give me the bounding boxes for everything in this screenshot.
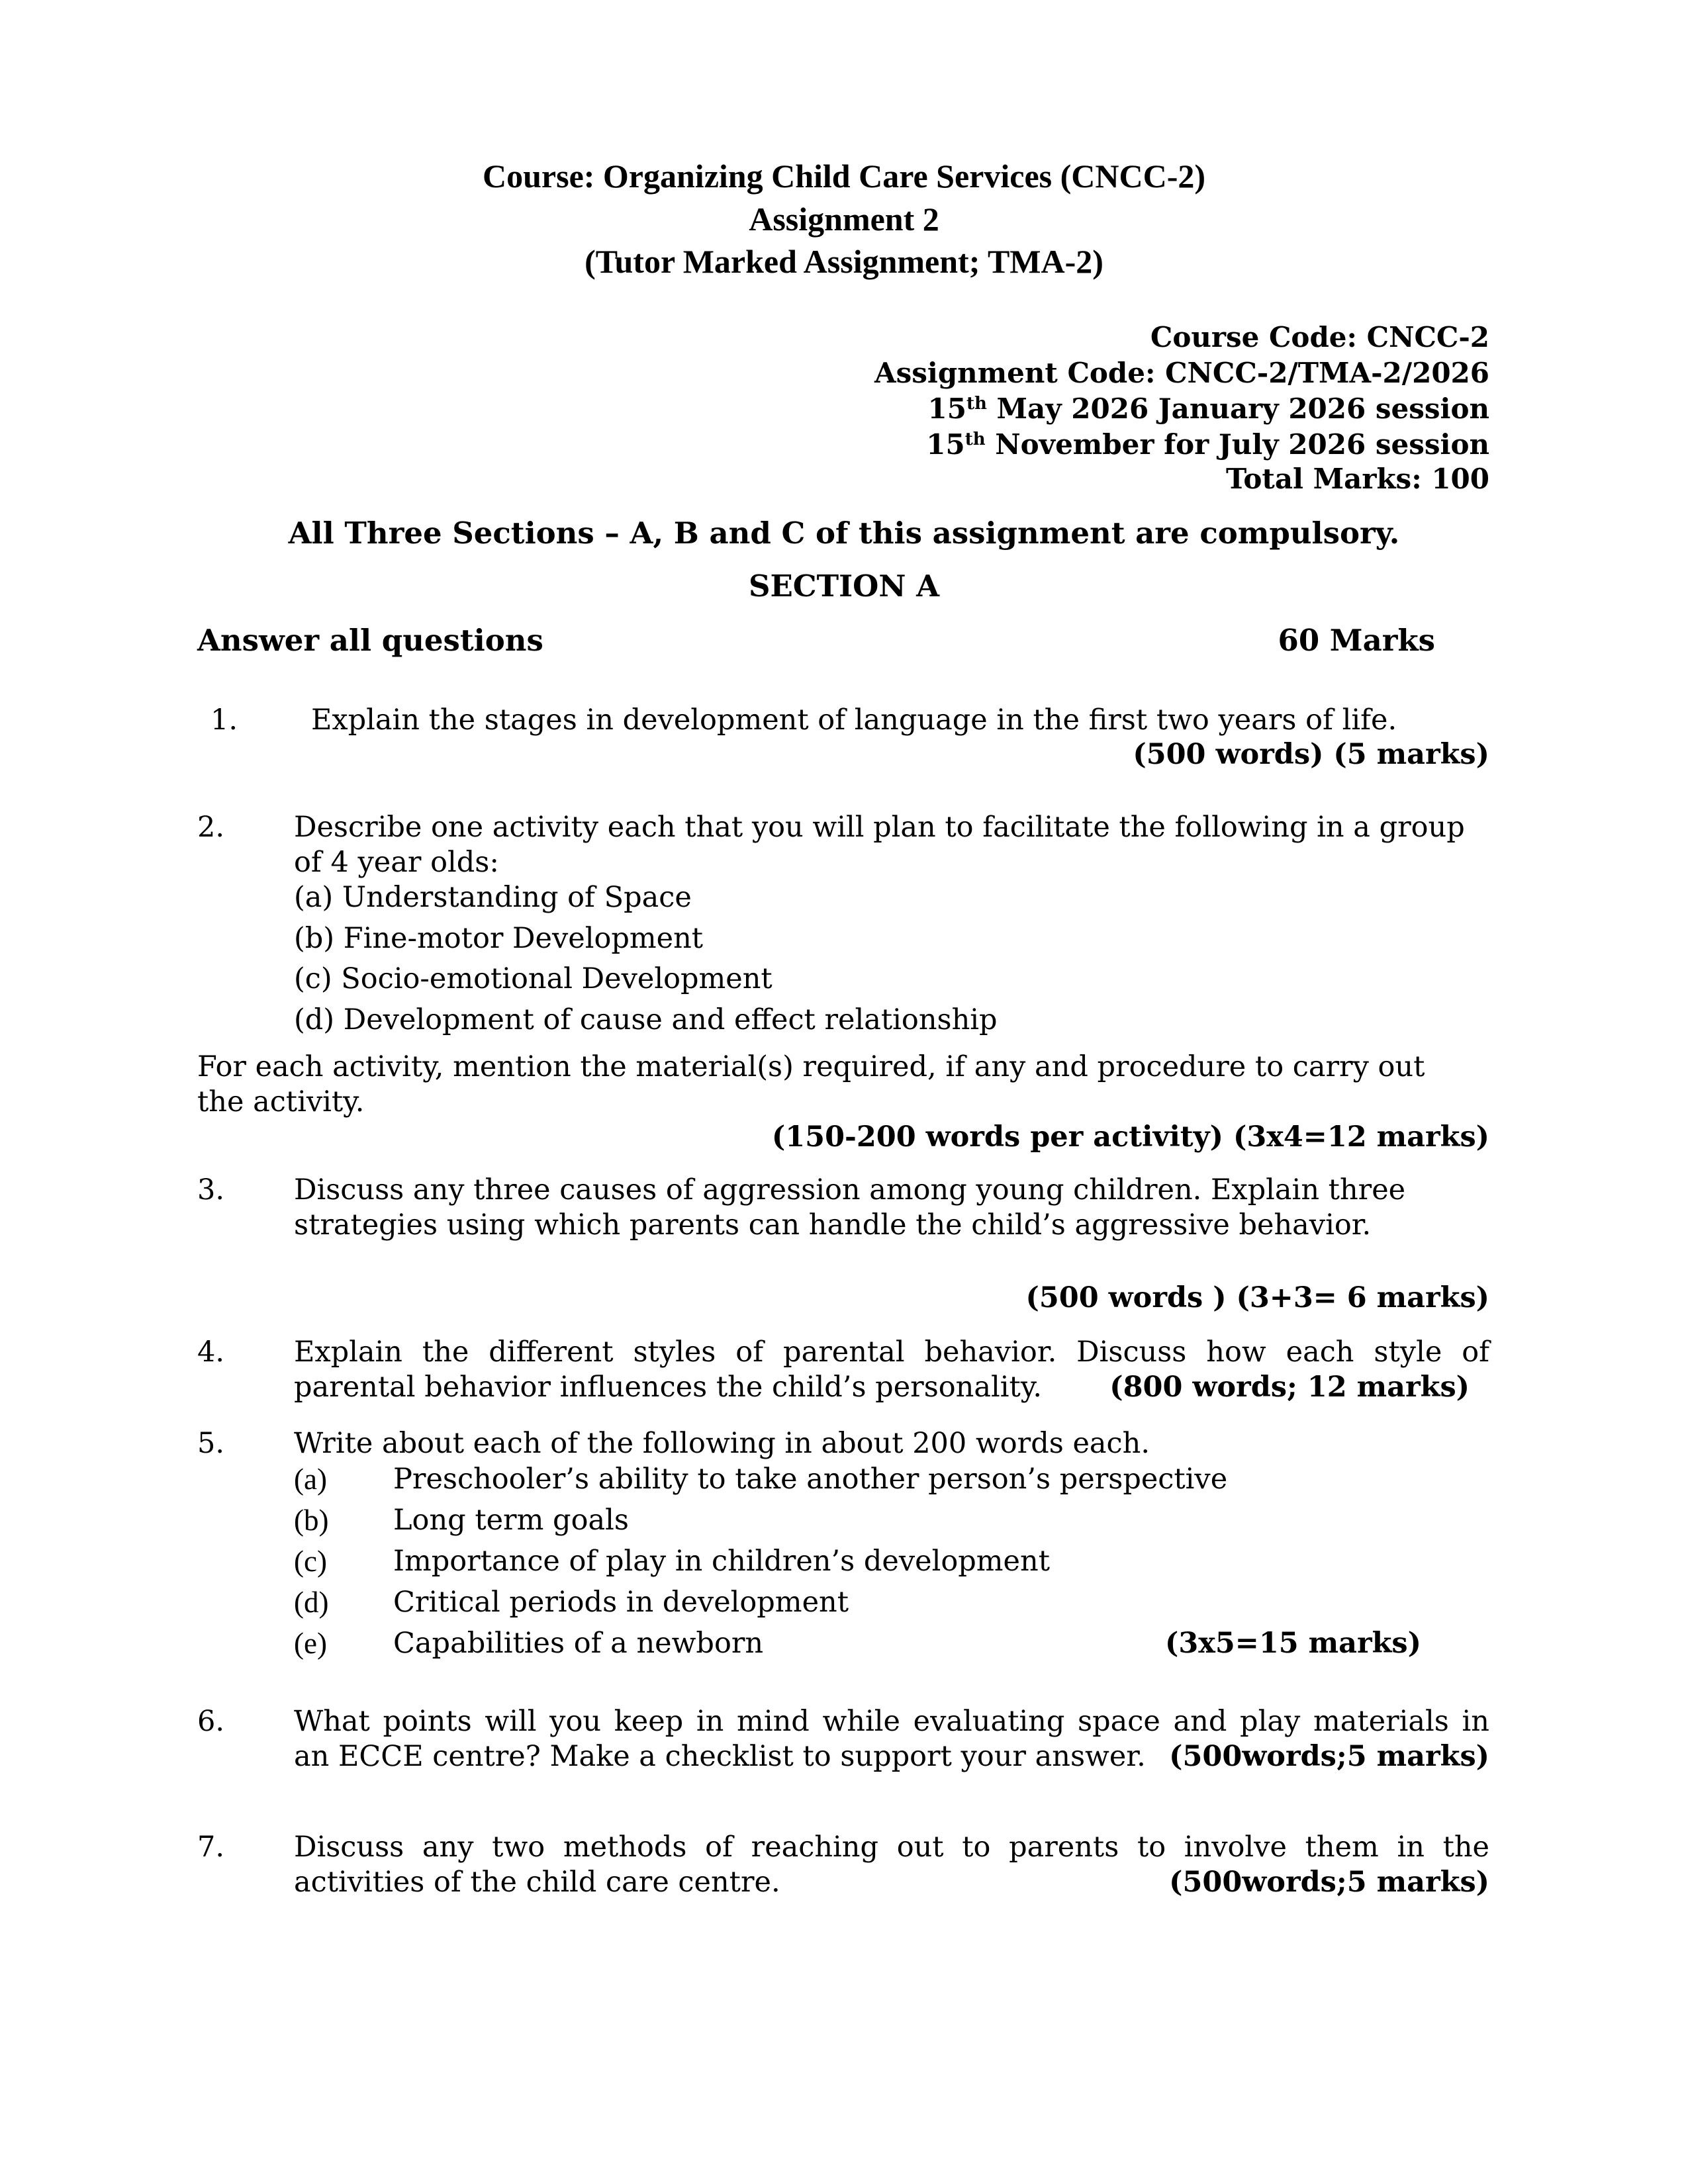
tma-subtitle: (Tutor Marked Assignment; TMA-2) [585, 243, 1103, 280]
question-number: 6. [197, 1705, 225, 1738]
question-marks: (500 words) (5 marks) [1133, 738, 1489, 771]
question-text: Explain the stages in development of language in the first two years of life. [311, 704, 1397, 737]
question-number: 4. [197, 1336, 225, 1369]
question-text-line: Write about each of the following in about 200 words each. [294, 1427, 1150, 1460]
question-text-line: What points will you keep in mind while evaluating space and play materials in [294, 1705, 1489, 1738]
question-number: 1. [211, 704, 238, 737]
course-code: Course Code: CNCC-2 [1150, 321, 1489, 353]
submission-date-january: 15th May 2026 January 2026 session [927, 392, 1489, 425]
compulsory-instruction: All Three Sections – A, B and C of this assignment are compulsory. [288, 516, 1400, 551]
list-item-label: (b) [294, 1504, 329, 1537]
list-item: (a) Understanding of Space [294, 881, 692, 914]
question-marks: (150-200 words per activity) (3x4=12 marks) [771, 1120, 1489, 1154]
list-item-label: (c) [294, 1545, 327, 1578]
list-item: Long term goals [393, 1504, 629, 1537]
assignment-number: Assignment 2 [749, 201, 939, 238]
question-number: 3. [197, 1173, 225, 1206]
list-item-label: (d) [294, 1586, 329, 1619]
assignment-code: Assignment Code: CNCC-2/TMA-2/2026 [874, 357, 1489, 389]
question-number: 7. [197, 1831, 225, 1864]
question-number: 5. [197, 1427, 225, 1460]
question-text-line: strategies using which parents can handle the child’s aggressive behavior. [294, 1208, 1372, 1242]
course-title: Course: Organizing Child Care Services (CNCC-2) [483, 158, 1205, 195]
list-item: Capabilities of a newborn [393, 1627, 764, 1660]
question-marks: (3x5=15 marks) [1164, 1627, 1421, 1660]
list-item: (c) Socio-emotional Development [294, 962, 773, 995]
answer-all-label: Answer all questions [197, 623, 543, 658]
list-item: Preschooler’s ability to take another person’s perspective [393, 1463, 1228, 1496]
question-text-line: activities of the child care centre. [294, 1866, 780, 1899]
question-text-line: Explain the different styles of parental behavior. Discuss how each style of [294, 1336, 1489, 1369]
submission-date-july: 15th November for July 2026 session [926, 428, 1489, 461]
question-marks: (500words;5 marks) [1169, 1740, 1489, 1773]
section-marks: 60 Marks [1278, 623, 1435, 658]
section-title: SECTION A [748, 569, 940, 604]
question-note-line: For each activity, mention the material(s) required, if any and procedure to carry out [197, 1050, 1425, 1083]
question-text-line: Discuss any two methods of reaching out to parents to involve them in the [294, 1831, 1489, 1864]
question-text-line: parental behavior influences the child’s personality. [294, 1371, 1043, 1404]
list-item-label: (a) [294, 1463, 327, 1496]
question-text-line: an ECCE centre? Make a checklist to support your answer. [294, 1740, 1146, 1773]
question-marks: (800 words; 12 marks) [1109, 1371, 1470, 1404]
list-item-label: (e) [294, 1627, 327, 1660]
question-text-line: Discuss any three causes of aggression among young children. Explain three [294, 1173, 1406, 1206]
question-note-line: the activity. [197, 1085, 365, 1118]
list-item: Critical periods in development [393, 1586, 849, 1619]
question-text-line: of 4 year olds: [294, 846, 499, 879]
question-marks: (500 words ) (3+3= 6 marks) [1025, 1281, 1489, 1314]
list-item: (b) Fine-motor Development [294, 922, 704, 955]
total-marks: Total Marks: 100 [1225, 463, 1489, 495]
question-number: 2. [197, 811, 225, 844]
list-item: Importance of play in children’s development [393, 1545, 1050, 1578]
question-text-line: Describe one activity each that you will plan to facilitate the following in a group [294, 811, 1465, 844]
question-marks: (500words;5 marks) [1169, 1866, 1489, 1899]
list-item: (d) Development of cause and effect relationship [294, 1003, 998, 1036]
